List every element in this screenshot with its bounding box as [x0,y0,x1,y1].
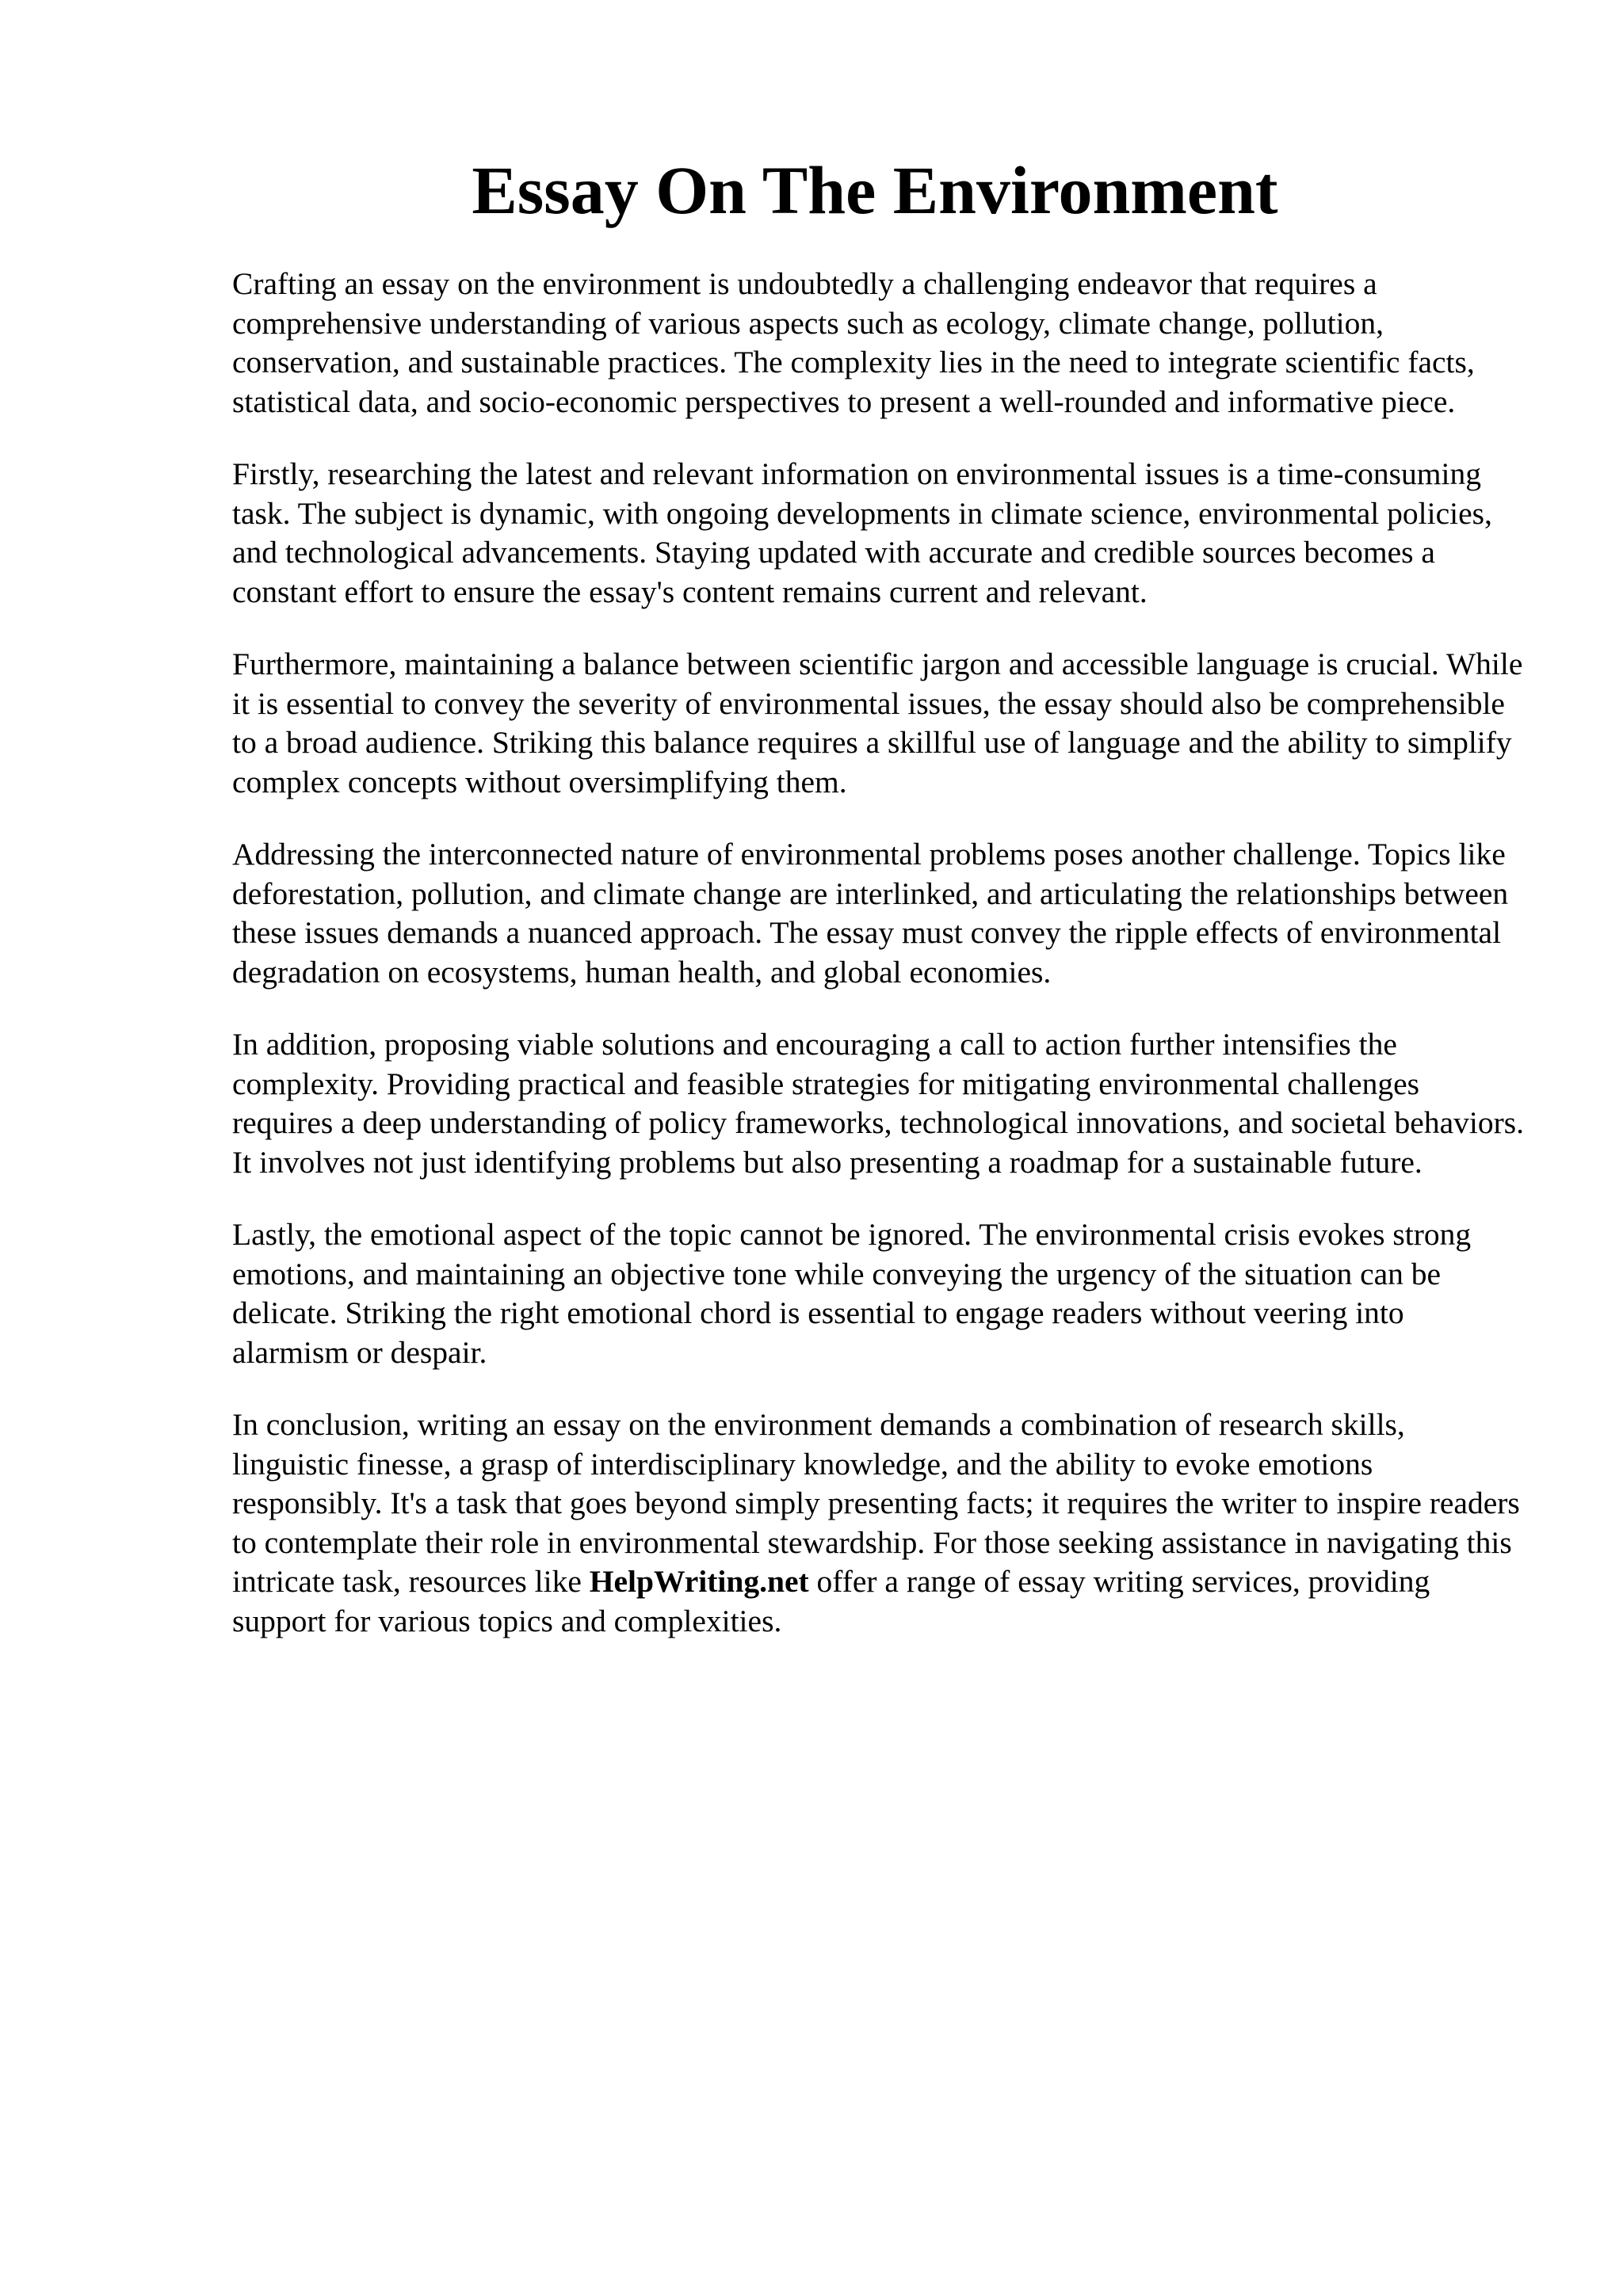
paragraph-language-balance: Furthermore, maintaining a balance between scientific jargon and accessible language is crucial. While it is essential to convey the severity of environmental issues, the essay should also be comprehensible to a broad audience. Striking this balance requires a skillful use of language and the ability to simplify complex concepts without oversimplifying them. [232,646,1523,799]
document-body [232,265,1528,1674]
conclusion-text-before: In conclusion, writing an essay on the environment demands a combination of research skills, linguistic finesse, a grasp of interdisciplinary knowledge, and the ability to evoke emotions responsibly. It's a task that goes beyond simply presenting facts; it requires the writer to inspire readers to contemplate their role in environmental stewardship. For those seeking assistance in navigating this intricate task, resources like [232,1407,1520,1599]
brand-name: HelpWriting.net [589,1564,809,1599]
paragraph-interconnected: Addressing the interconnected nature of environmental problems poses another challenge. Topics like deforestation, pollution, and climate change are interlinked, and articulating the relationships between these issues demands a nuanced approach. The essay must convey the ripple effects of environmental degradation on ecosystems, human health, and global economies. [232,837,1509,990]
paragraph-emotional: Lastly, the emotional aspect of the topic cannot be ignored. The environmental crisis evokes strong emotions, and maintaining an objective tone while conveying the urgency of the situation can be delicate. Striking the right emotional chord is essential to engage readers without veering into alarmism or despair. [232,1217,1472,1370]
paragraph-conclusion [232,1405,1528,1641]
conclusion-text-after: offer a range of essay writing services, providing support for various topics and complexities. [232,1564,1430,1638]
paragraph-intro: Crafting an essay on the environment is undoubtedly a challenging endeavor that requires a comprehensive understanding of various aspects such as ecology, climate change, pollution, conservation, and sustainable practices. The complexity lies in the need to integrate scientific facts, statistical data, and socio-economic perspectives to present a well-rounded and informative piece. [232,266,1475,419]
paragraph-solutions: In addition, proposing viable solutions and encouraging a call to action further intensifies the complexity. Providing practical and feasible strategies for mitigating environmental challenges requires a deep understanding of policy frameworks, technological innovations, and societal behaviors. It involves not just identifying problems but also presenting a roadmap for a sustainable future. [232,1027,1524,1180]
paragraph-research: Firstly, researching the latest and relevant information on environmental issues is a time-consuming task. The subject is dynamic, with ongoing developments in climate science, environmental policies, and technological advancements. Staying updated with accurate and credible sources becomes a constant effort to ensure the essay's content remains current and relevant. [232,456,1492,609]
document-title: Essay On The Environment [472,152,1278,228]
